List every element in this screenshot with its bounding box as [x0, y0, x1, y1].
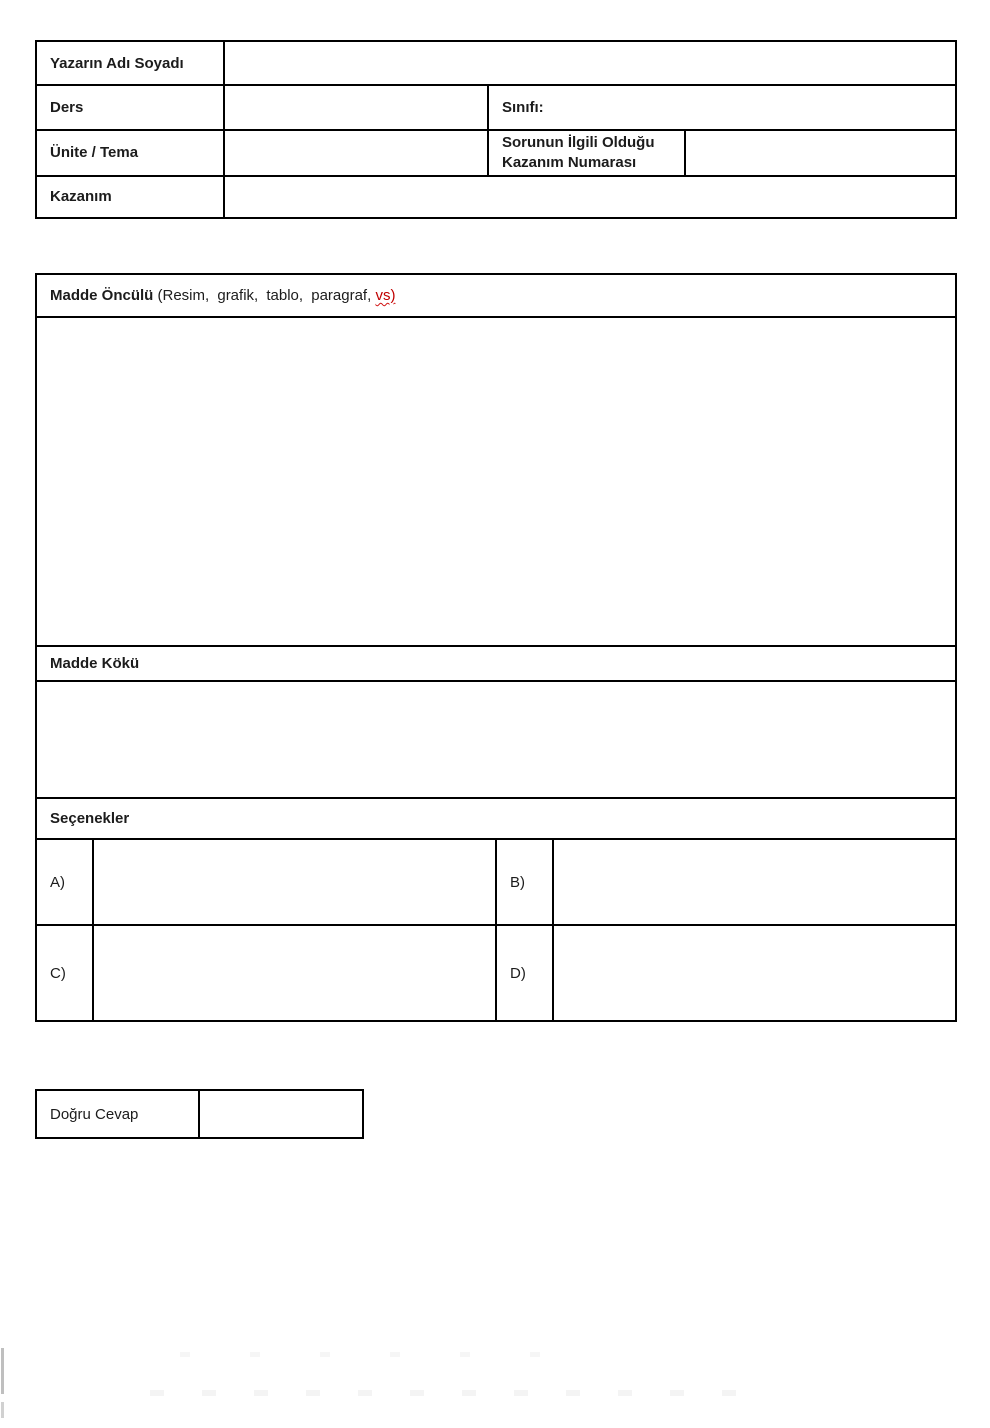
option-b-label-text: B) — [510, 873, 525, 891]
option-d-label-text: D) — [510, 964, 526, 982]
stem-header-misspelled-text: vs) — [375, 287, 396, 304]
stem-header-paren-text: (Resim, grafik, tablo, paragraf, — [157, 287, 372, 304]
option-a-label — [36, 839, 93, 925]
objective-number-field[interactable] — [685, 130, 956, 176]
unit-row — [36, 130, 956, 176]
objective-row — [36, 176, 956, 218]
course-row — [36, 85, 956, 130]
options-header-row — [36, 798, 956, 839]
header-table — [35, 40, 957, 219]
question-table — [35, 273, 957, 1022]
unit-label-text: Ünite / Tema — [50, 144, 139, 162]
option-b-field[interactable] — [553, 839, 956, 925]
option-c-label-text: C) — [50, 964, 66, 982]
stem-header-row — [36, 274, 956, 317]
root-header-row — [36, 646, 956, 681]
options-header-cell — [36, 798, 956, 839]
class-cell[interactable] — [488, 85, 956, 130]
stem-box-row — [36, 317, 956, 646]
objective-number-label-text: Sorunun İlgili Olduğu Kazanım Numarası — [502, 134, 655, 171]
correct-answer-label — [36, 1090, 199, 1138]
scan-artifact — [150, 1390, 770, 1396]
option-a-field[interactable] — [93, 839, 496, 925]
root-field[interactable] — [36, 681, 956, 798]
correct-answer-label-text: Doğru Cevap — [50, 1105, 139, 1123]
options-row-ab — [36, 839, 956, 925]
option-c-field[interactable] — [93, 925, 496, 1021]
option-d-label — [496, 925, 553, 1021]
option-a-label-text: A) — [50, 873, 65, 891]
author-name-label — [36, 41, 224, 85]
options-header-text: Seçenekler — [50, 810, 130, 827]
course-label-text: Ders — [50, 99, 84, 116]
options-row-cd — [36, 925, 956, 1021]
stem-field[interactable] — [36, 317, 956, 646]
scan-artifact — [180, 1352, 600, 1357]
stem-header-bold-text: Madde Öncülü — [50, 287, 154, 304]
option-c-label — [36, 925, 93, 1021]
objective-number-label — [488, 130, 685, 176]
unit-label — [36, 130, 224, 176]
answer-table — [35, 1089, 364, 1139]
root-header-text: Madde Kökü — [50, 655, 140, 672]
author-name-label-text: Yazarın Adı Soyadı — [50, 54, 184, 72]
stem-header-cell — [36, 274, 956, 317]
objective-label — [36, 176, 224, 218]
author-name-field[interactable] — [224, 41, 956, 85]
correct-answer-field[interactable] — [199, 1090, 363, 1138]
course-label — [36, 85, 224, 130]
root-header-cell — [36, 646, 956, 681]
scan-artifact — [1, 1348, 4, 1394]
scan-artifact — [1, 1402, 4, 1418]
objective-label-text: Kazanım — [50, 188, 112, 206]
class-label-text: Sınıfı: — [502, 99, 544, 116]
answer-row — [36, 1090, 363, 1138]
unit-field[interactable] — [224, 130, 488, 176]
root-box-row — [36, 681, 956, 798]
author-row — [36, 41, 956, 85]
course-field[interactable] — [224, 85, 488, 130]
objective-field[interactable] — [224, 176, 956, 218]
option-b-label — [496, 839, 553, 925]
option-d-field[interactable] — [553, 925, 956, 1021]
